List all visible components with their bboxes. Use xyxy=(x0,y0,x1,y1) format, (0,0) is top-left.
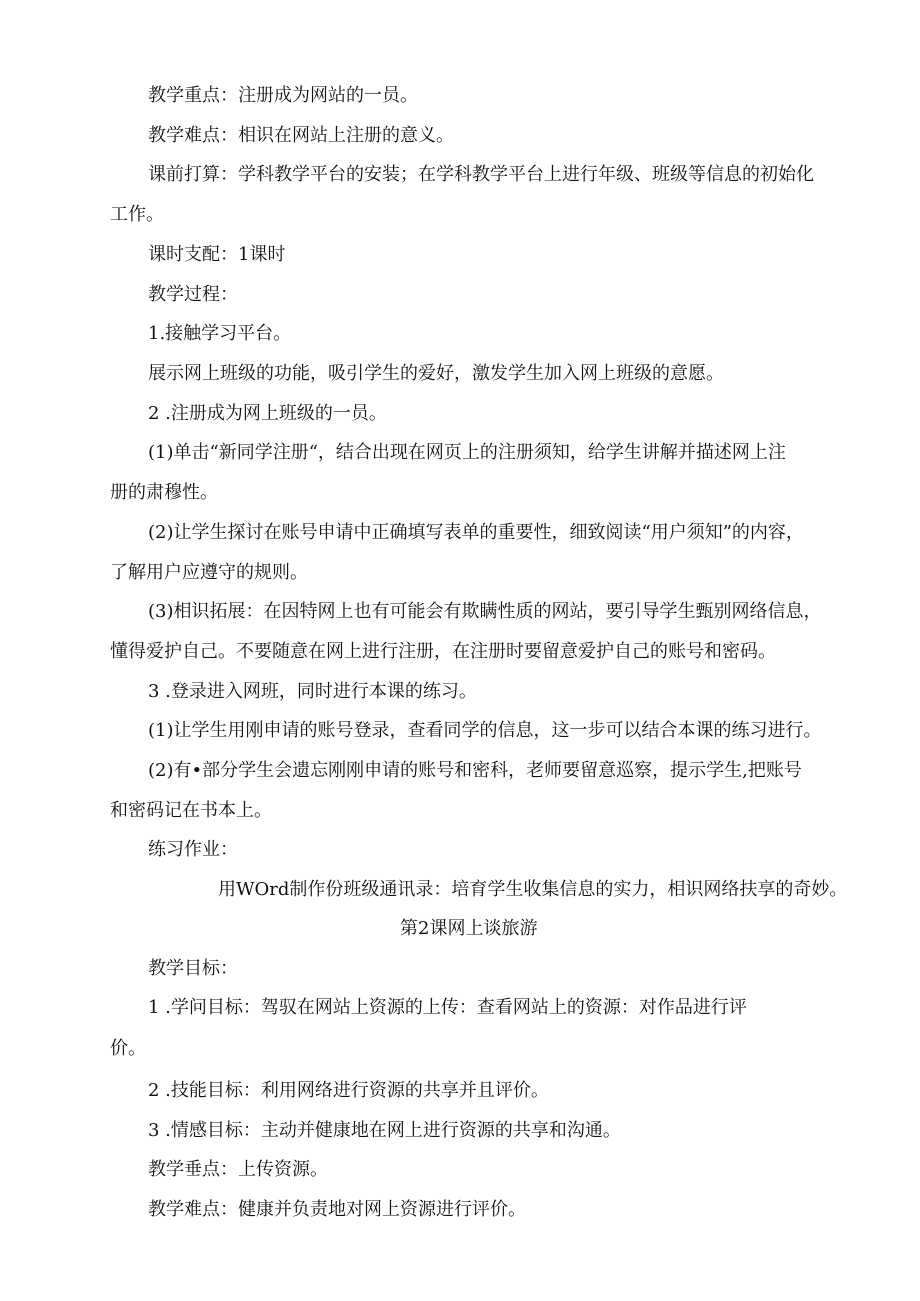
objective-1: 1 .学问目标：驾驭在网站上资源的上传：查看网站上的资源：对作品进行评 xyxy=(148,997,747,1018)
preparation-line-cont: 工作。 xyxy=(110,204,164,225)
step-2-item-1-cont: 册的肃穆性。 xyxy=(110,482,218,503)
key-point-2-line: 教学垂点：上传资源。 xyxy=(148,1159,328,1180)
process-heading: 教学过程： xyxy=(148,284,238,305)
step-2-item-3: (3)相识拓展：在因特网上也有可能会有欺瞒性质的网站，要引导学生甄别网络信息， xyxy=(148,601,822,622)
lesson-2-title: 第2课网上谈旅游 xyxy=(400,918,538,939)
objective-1-cont: 价。 xyxy=(110,1038,146,1059)
step-3-heading: 3 .登录进入网班，同时进行本课的练习。 xyxy=(148,681,477,702)
step-3-item-1: (1)让学生用刚申请的账号登录，查看同学的信息，这一步可以结合本课的练习进行。 xyxy=(148,720,822,741)
step-1-text: 展示网上班级的功能，吸引学生的爱好，激发学生加入网上班级的意愿。 xyxy=(148,363,724,384)
step-3-item-2-cont: 和密码记在书本上。 xyxy=(110,800,272,821)
step-2-item-2-cont: 了解用户应遵守的规则。 xyxy=(110,562,308,583)
objective-2: 2 .技能目标：利用网络进行资源的共享并且评价。 xyxy=(148,1080,549,1101)
step-1-heading: 1.接触学习平台。 xyxy=(148,323,292,344)
preparation-line: 课前打算：学科教学平台的安装；在学科教学平台上进行年级、班级等信息的初始化 xyxy=(148,164,814,185)
step-3-item-2: (2)有•部分学生会遗忘刚刚申请的账号和密科，老师要留意巡察，提示学生,把账号 xyxy=(148,760,802,781)
objectives-heading: 教学目标： xyxy=(148,958,238,979)
schedule-line: 课时支配：1课时 xyxy=(148,244,286,265)
objective-3: 3 .情感目标：主动并健康地在网上进行资源的共享和沟通。 xyxy=(148,1120,621,1141)
step-2-item-2: (2)让学生探讨在账号申请中正确填写表单的重要性，细致阅读“用户须知”的内容， xyxy=(148,522,804,543)
step-2-item-3-cont: 懂得爱护自己。不要随意在网上进行注册，在注册时要留意爱护自己的账号和密码。 xyxy=(110,641,776,662)
exercise-text: 用WOrd制作份班级通讯录：培育学生收集信息的实力，相识网络扶享的奇妙。 xyxy=(218,879,848,900)
difficulty-line: 教学难点：相识在网站上注册的意义。 xyxy=(148,125,454,146)
step-2-heading: 2 .注册成为网上班级的一员。 xyxy=(148,403,387,424)
step-2-item-1: (1)单击“新同学注册“，结合出现在网页上的注册须知，给学生讲解并描述网上注 xyxy=(148,442,786,463)
key-point-line: 教学重点：注册成为网站的一员。 xyxy=(148,85,418,106)
difficulty-2-line: 教学难点：健康并负责地对网上资源进行评价。 xyxy=(148,1199,526,1220)
exercise-heading: 练习作业： xyxy=(148,839,238,860)
